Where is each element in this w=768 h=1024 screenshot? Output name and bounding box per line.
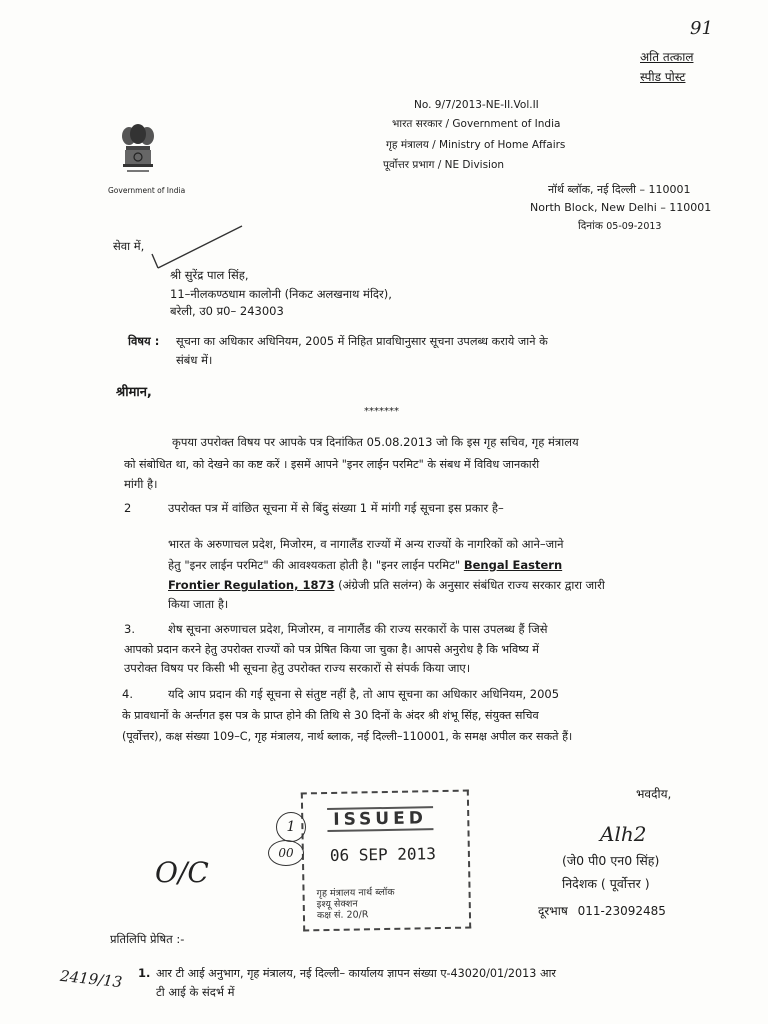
handwritten-circle-note bbox=[276, 812, 306, 842]
p2-sub-line3 bbox=[168, 575, 605, 596]
salutation-to: सेवा में, bbox=[113, 239, 145, 253]
stamp-status: ISSUED bbox=[327, 806, 433, 832]
signatory-designation: निदेशक ( पूर्वोत्तर ) bbox=[562, 876, 650, 891]
stamp-office-line2: इश्यू सेक्शन bbox=[316, 898, 358, 911]
recipient-address-2: बरेली, उ0 प्र0– 243003 bbox=[170, 304, 284, 318]
greeting: श्रीमान, bbox=[116, 385, 152, 400]
stamp-office-line3: कक्ष सं. 20/R bbox=[316, 909, 369, 922]
p3-line1: शेष सूचना अरुणाचल प्रदेश, मिजोरम, व नागालैंड की राज्य सरकारों के पास उपलब्ध हैं जिसे bbox=[168, 622, 548, 636]
address-hindi: नॉर्थ ब्लॉक, नई दिल्ली – 110001 bbox=[548, 183, 691, 196]
copy-item1-number: 1. bbox=[138, 966, 151, 980]
date-label: दिनांक bbox=[578, 220, 603, 232]
emblem-of-india-icon bbox=[118, 120, 158, 186]
handwritten-circle-note-2 bbox=[268, 840, 304, 866]
stamp-office-line1: गृह मंत्रालय नार्थ ब्लॉक bbox=[316, 886, 395, 900]
address-english: North Block, New Delhi – 110001 bbox=[530, 201, 712, 214]
p2-sub-line2 bbox=[168, 555, 562, 576]
subject-label: विषय : bbox=[128, 334, 160, 348]
signature: Alh2 bbox=[600, 822, 647, 846]
date-value: 05-09-2013 bbox=[606, 221, 662, 232]
p1-line2: को संबोधित था, को देखने का कष्ट करें । इसमें आपने "इनर लाईन परमिट" के संबध में विविध जानकारी bbox=[124, 458, 540, 471]
phone-line bbox=[538, 901, 666, 922]
separator: ******* bbox=[364, 406, 399, 417]
copy-item1-line1: आर टी आई अनुभाग, गृह मंत्रालय, नई दिल्ली– कार्यालय ज्ञापन संख्या ए-43020/01/2013 आर bbox=[156, 967, 556, 980]
stamp-office bbox=[316, 887, 395, 921]
subject-text-line2: संबंध में। bbox=[176, 353, 213, 367]
handwritten-oc-mark: O/C bbox=[155, 856, 209, 889]
p4-line3: (पूर्वोत्तर), कक्ष संख्या 109–C, गृह मंत्रालय, नार्थ ब्लाक, नई दिल्ली–110001, के समक्ष अपील कर सकते हैं। bbox=[122, 730, 573, 743]
recipient-address-1: 11–नीलकण्ठधाम कालोनी (निकट अलखनाथ मंदिर), bbox=[170, 287, 392, 301]
delivery-label: स्पीड पोस्ट bbox=[640, 70, 686, 84]
p3-number: 3. bbox=[124, 622, 135, 636]
copy-to-label: प्रतिलिपि प्रेषित :- bbox=[110, 932, 185, 946]
recipient-name: श्री सुरेंद्र पाल सिंह, bbox=[170, 268, 249, 282]
letter-date bbox=[578, 219, 661, 233]
p2-number: 2 bbox=[124, 501, 132, 515]
subject-text: सूचना का अधिकार अधिनियम, 2005 में निहित प्रावधिानुसार सूचना उपलब्ध कराये जाने के bbox=[176, 335, 548, 348]
p2-sub-line4: किया जाता है। bbox=[168, 597, 229, 611]
p2-line1: उपरोक्त पत्र में वांछित सूचना में से बिंदु संख्या 1 में मांगी गई सूचना इस प्रकार है– bbox=[168, 501, 504, 515]
p1-line3: मांगी है। bbox=[124, 477, 158, 491]
p1-line1: कृपया उपरोक्त विषय पर आपके पत्र दिनांकित 05.08.2013 जो कि इस गृह सचिव, गृह मंत्रालय bbox=[172, 435, 579, 449]
phone-number: 011-23092485 bbox=[577, 904, 666, 918]
phone-label: दूरभाष bbox=[538, 904, 568, 918]
circle-note-text: 1 bbox=[286, 819, 296, 835]
copy-item1-line2: टी आई के संदर्भ में bbox=[156, 985, 235, 999]
regulation-name-a: Bengal Eastern bbox=[463, 558, 563, 572]
division-line: पूर्वोत्तर प्रभाग / NE Division bbox=[383, 159, 505, 171]
p2-sub-line3-rest: (अंग्रेजी प्रति सलंग्न) के अनुसार संबंधित राज्य सरकार द्वारा जारी bbox=[338, 578, 605, 592]
p3-line3: उपरोक्त विषय पर किसी भी सूचना हेतु उपरोक्त राज्य सरकारों से संपर्क किया जाए। bbox=[124, 661, 471, 675]
file-number: No. 9/7/2013-NE-II.Vol.II bbox=[414, 99, 539, 111]
p2-sub-line2-text: हेतु "इनर लाईन परमिट" की आवश्यकता होती है। "इनर लाईन परमिट" bbox=[168, 558, 461, 572]
valediction: भवदीय, bbox=[636, 787, 672, 801]
issued-stamp bbox=[301, 790, 471, 932]
government-line: भारत सरकार / Government of India bbox=[392, 118, 561, 130]
page-number: 91 bbox=[690, 18, 713, 39]
p4-line1: यदि आप प्रदान की गई सूचना से संतुष्ट नहीं है, तो आप सूचना का अधिकार अधिनियम, 2005 bbox=[168, 687, 560, 701]
emblem-caption: Government of India bbox=[108, 186, 186, 195]
ministry-line: गृह मंत्रालय / Ministry of Home Affairs bbox=[386, 139, 566, 151]
p2-sub-line1: भारत के अरुणाचल प्रदेश, मिजोरम, व नागालैंड राज्यों में अन्य राज्यों के नागरिकों को आने–जाने bbox=[168, 537, 564, 551]
p4-number: 4. bbox=[122, 687, 133, 701]
circle-note-2-text: 00 bbox=[278, 846, 294, 860]
urgency-label: अति तत्काल bbox=[640, 50, 694, 64]
handwritten-margin-note: 2419/13 bbox=[59, 966, 124, 992]
p3-line2: आपको प्रदान करने हेतु उपरोक्त राज्यों को पत्र प्रेषित किया जा चुका है। आपसे अनुरोध है कि भविष्य में bbox=[124, 643, 539, 656]
signatory-name: (जे0 पी0 एन0 सिंह) bbox=[562, 853, 660, 868]
stamp-date: 06 SEP 2013 bbox=[329, 844, 437, 865]
p4-line2: के प्रावधानों के अर्न्तगत इस पत्र के प्राप्त होने की तिथि से 30 दिनों के अंदर श्री शंभू सिंह, संयुक्त सचिव bbox=[122, 709, 539, 722]
regulation-name-b: Frontier Regulation, 1873 bbox=[168, 578, 335, 592]
